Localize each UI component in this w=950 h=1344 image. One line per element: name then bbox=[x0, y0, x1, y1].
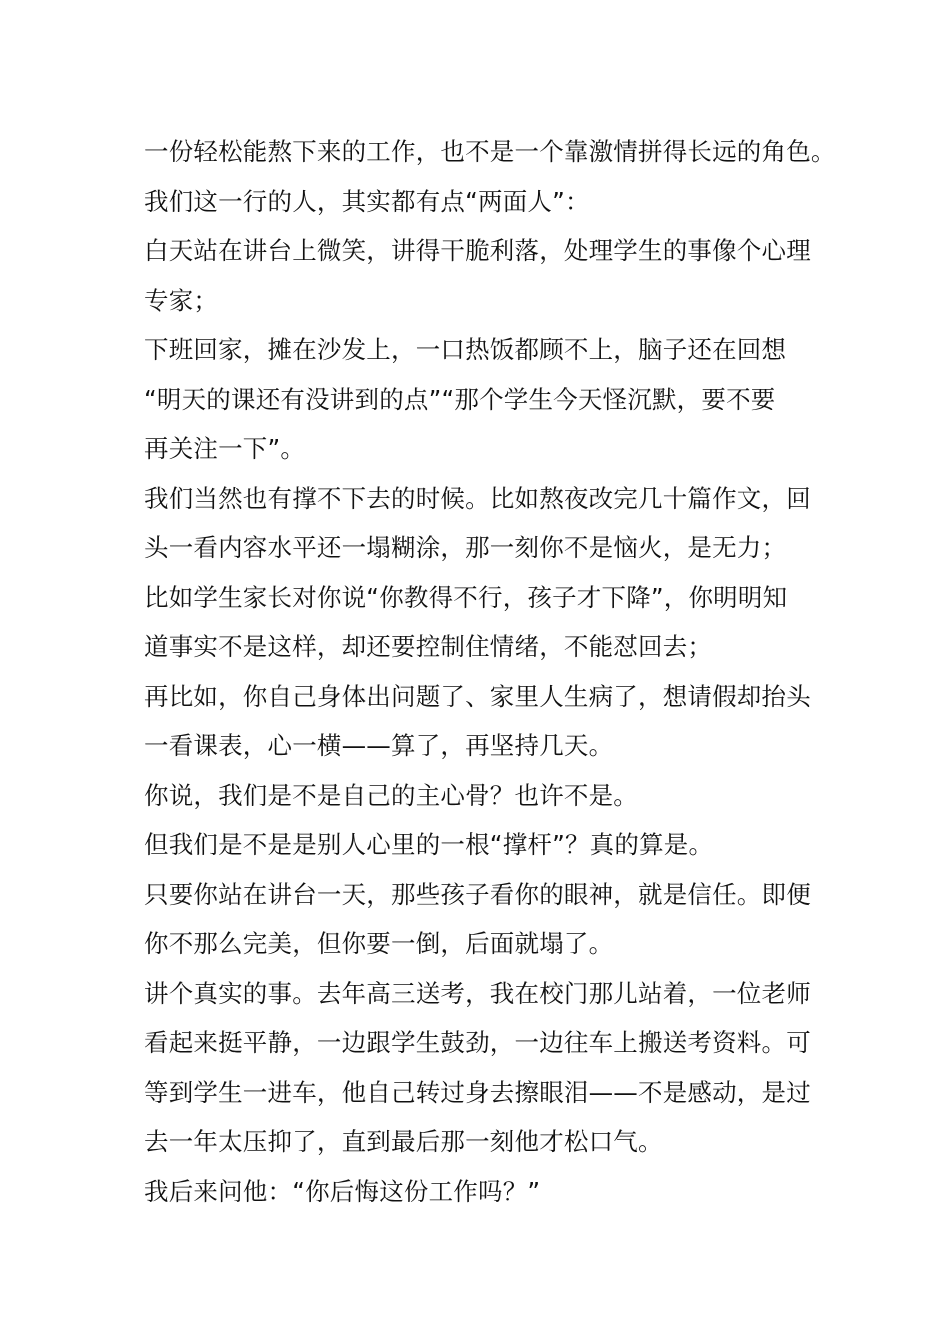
text-line: 我们这一行的人，其实都有点“两面人”： bbox=[144, 186, 590, 216]
text-line: 一看课表，心一横——算了，再坚持几天。 bbox=[144, 731, 614, 760]
text-line: 讲个真实的事。去年高三送考，我在校门那儿站着，一位老师 bbox=[144, 978, 811, 1008]
text-line: 我后来问他：“你后悔这份工作吗？” bbox=[144, 1176, 541, 1206]
document-body bbox=[144, 127, 836, 1216]
text-line: 头一看内容水平还一塌糊涂，那一刻你不是恼火，是无力； bbox=[144, 533, 787, 562]
text-line: 等到学生一进车，他自己转过身去擦眼泪——不是感动，是过 bbox=[144, 1077, 811, 1107]
text-line: “明天的课还有没讲到的点”“那个学生今天怪沉默，要不要 bbox=[144, 384, 776, 414]
text-line: 一份轻松能熬下来的工作，也不是一个靠激情拼得长远的角色。 bbox=[144, 137, 836, 166]
text-line: 专家； bbox=[144, 285, 219, 315]
text-line: 比如学生家长对你说“你教得不行，孩子才下降”，你明明知 bbox=[144, 582, 788, 612]
text-line: 下班回家，摊在沙发上，一口热饭都顾不上，脑子还在回想 bbox=[144, 335, 787, 364]
text-line: 你说，我们是不是自己的主心骨？也许不是。 bbox=[144, 780, 638, 810]
text-line: 再关注一下”。 bbox=[144, 434, 306, 463]
text-line: 但我们是不是是别人心里的一根“撑杆”？真的算是。 bbox=[144, 830, 714, 859]
text-line: 看起来挺平静，一边跟学生鼓劲，一边往车上搬送考资料。可 bbox=[144, 1028, 811, 1057]
text-line: 去一年太压抑了，直到最后那一刻他才松口气。 bbox=[144, 1127, 663, 1156]
text-line: 再比如，你自己身体出问题了、家里人生病了，想请假却抬头 bbox=[144, 681, 811, 711]
text-line: 你不那么完美，但你要一倒，后面就塌了。 bbox=[144, 929, 614, 958]
text-line: 只要你站在讲台一天，那些孩子看你的眼神，就是信任。即便 bbox=[144, 879, 811, 909]
text-line: 道事实不是这样，却还要控制住情绪，不能怼回去； bbox=[144, 632, 713, 661]
text-line: 白天站在讲台上微笑，讲得干脆利落，处理学生的事像个心理 bbox=[144, 236, 811, 265]
text-line: 我们当然也有撑不下去的时候。比如熬夜改完几十篇作文，回 bbox=[144, 483, 811, 513]
